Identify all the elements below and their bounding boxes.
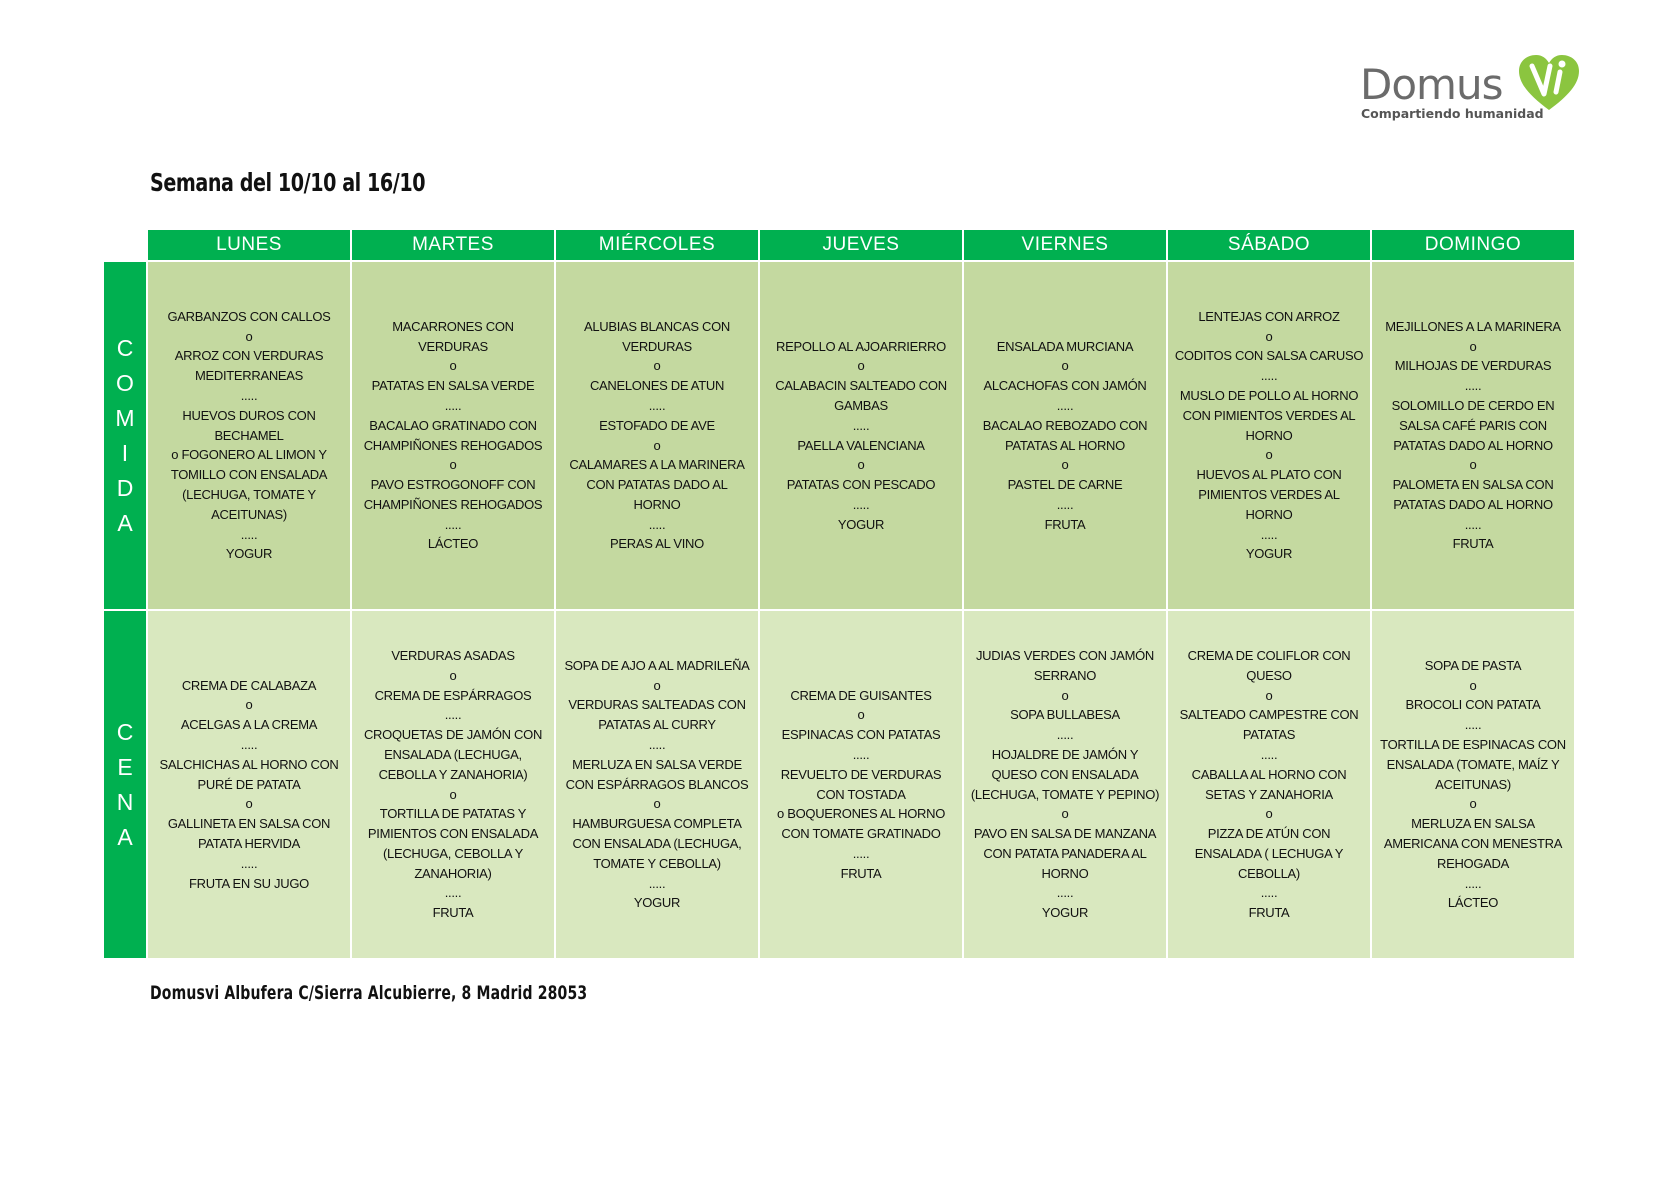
menu-line: PAVO ESTROGONOFF CON CHAMPIÑONES REHOGADOS xyxy=(363,477,543,512)
menu-line: o xyxy=(857,707,865,723)
footer-address: Domusvi Albufera C/Sierra Alcubierre, 8 Madrid 28053 xyxy=(150,982,588,1004)
meal-label-letter: A xyxy=(117,823,133,850)
menu-cell xyxy=(964,611,1166,958)
menu-cell xyxy=(352,611,554,958)
menu-line: ..... xyxy=(852,417,870,433)
menu-line: HOJALDRE DE JAMÓN Y QUESO CON ENSALADA (LECHUGA, TOMATE Y PEPINO) xyxy=(970,746,1160,802)
menu-line: LÁCTEO xyxy=(427,536,479,552)
menu-line: ..... xyxy=(240,737,258,752)
menu-line: SOPA BULLABESA xyxy=(1010,707,1120,723)
menu-line: ALCACHOFAS CON JAMÓN xyxy=(983,378,1147,394)
heart-vi-icon xyxy=(1516,52,1582,114)
menu-line: o xyxy=(1061,358,1069,374)
meal-label-letter: M xyxy=(115,404,135,431)
menu-line: MUSLO DE POLLO AL HORNO CON PIMIENTOS VERDES AL HORNO xyxy=(1179,388,1359,443)
menu-cell xyxy=(760,262,962,609)
menu-line: ..... xyxy=(444,885,462,901)
menu-line: REVUELTO DE VERDURAS CON TOSTADA xyxy=(780,766,942,802)
day-header: MARTES xyxy=(352,230,554,260)
meal-label-letter: A xyxy=(117,509,133,536)
menu-line: ..... xyxy=(1056,885,1074,901)
menu-line: LENTEJAS CON ARROZ xyxy=(1198,308,1340,324)
menu-line: o xyxy=(1265,687,1273,703)
menu-line: ..... xyxy=(444,397,462,413)
menu-line: o xyxy=(245,328,253,344)
menu-line: ..... xyxy=(1464,516,1482,532)
menu-cell xyxy=(556,611,758,958)
menu-line: FRUTA EN SU JUGO xyxy=(189,875,309,891)
meal-label-letter: E xyxy=(117,753,133,780)
menu-line: MEJILLONES A LA MARINERA xyxy=(1385,318,1561,334)
menu-line: o xyxy=(1265,328,1273,344)
menu-cell xyxy=(148,262,350,609)
menu-line: o xyxy=(653,677,661,693)
menu-cell xyxy=(964,262,1166,609)
menu-line: ..... xyxy=(1056,397,1074,413)
menu-line: ..... xyxy=(852,845,870,861)
menu-line: PAVO EN SALSA DE MANZANA CON PATATA PANADERA AL HORNO xyxy=(973,826,1157,881)
menu-line: FRUTA xyxy=(840,865,882,881)
menu-line: SALTEADO CAMPESTRE CON PATATAS xyxy=(1179,707,1359,743)
menu-line: HAMBURGUESA COMPLETA CON ENSALADA (LECHUGA, TOMATE Y CEBOLLA) xyxy=(572,816,742,871)
menu-line: o xyxy=(1265,806,1273,822)
menu-line: ALUBIAS BLANCAS CON VERDURAS xyxy=(583,318,730,354)
menu-line: ..... xyxy=(1464,875,1482,891)
menu-line: CREMA DE COLIFLOR CON QUESO xyxy=(1187,647,1351,683)
menu-line: PATATAS CON PESCADO xyxy=(786,477,936,493)
menu-line: MERLUZA EN SALSA AMERICANA CON MENESTRA REHOGADA xyxy=(1383,816,1563,871)
logo-wordmark: Domus xyxy=(1360,60,1503,109)
week-title: Semana del 10/10 al 16/10 xyxy=(150,168,426,197)
weekly-menu-table xyxy=(104,230,1574,958)
menu-line: o xyxy=(245,697,253,713)
table-corner xyxy=(104,230,146,260)
menu-line: ..... xyxy=(852,496,870,512)
menu-line: o xyxy=(653,358,661,374)
menu-line: YOGUR xyxy=(225,546,273,562)
menu-line: ..... xyxy=(648,875,666,891)
menu-line: HUEVOS DUROS CON BECHAMEL xyxy=(182,407,316,443)
day-header: JUEVES xyxy=(760,230,962,260)
menu-line: PALOMETA EN SALSA CON PATATAS DADO AL HORNO xyxy=(1392,477,1554,512)
menu-line: o xyxy=(653,796,661,812)
menu-line: ESPINACAS CON PATATAS xyxy=(781,727,941,743)
menu-line: YOGUR xyxy=(633,895,681,911)
menu-line: HUEVOS AL PLATO CON PIMIENTOS VERDES AL HORNO xyxy=(1196,467,1342,522)
menu-line: o xyxy=(449,457,457,473)
menu-line: o xyxy=(1469,338,1477,354)
menu-line: o xyxy=(1061,457,1069,473)
menu-cell xyxy=(1372,262,1574,609)
menu-cell xyxy=(148,611,350,958)
menu-line: ACELGAS A LA CREMA xyxy=(180,717,318,733)
menu-line: ..... xyxy=(1056,496,1074,512)
menu-line: ..... xyxy=(1056,727,1074,743)
menu-line: TORTILLA DE ESPINACAS CON ENSALADA (TOMATE, MAÍZ Y ACEITUNAS) xyxy=(1380,737,1566,792)
menu-line: ..... xyxy=(240,526,258,542)
menu-line: VERDURAS ASADAS xyxy=(391,647,515,663)
menu-line: ..... xyxy=(1464,717,1482,733)
menu-line: o xyxy=(449,786,457,802)
menu-line: o xyxy=(1469,677,1477,693)
menu-line: ..... xyxy=(852,746,870,762)
menu-line: ..... xyxy=(1260,526,1278,542)
day-header: LUNES xyxy=(148,230,350,260)
menu-line: MILHOJAS DE VERDURAS xyxy=(1394,358,1552,374)
menu-line: o xyxy=(1061,806,1069,822)
menu-line: PERAS AL VINO xyxy=(610,536,704,552)
domusvi-logo xyxy=(1360,50,1600,130)
menu-line: o xyxy=(449,667,457,683)
menu-line: BACALAO REBOZADO CON PATATAS AL HORNO xyxy=(982,417,1148,453)
menu-cell xyxy=(1372,611,1574,958)
logo-tagline: Compartiendo humanidad xyxy=(1361,106,1544,121)
menu-line: ..... xyxy=(1260,746,1278,762)
menu-line: FRUTA xyxy=(1452,536,1494,552)
menu-line: CREMA DE ESPÁRRAGOS xyxy=(374,687,532,703)
menu-line: CANELONES DE ATUN xyxy=(589,378,725,394)
menu-line: o BOQUERONES AL HORNO CON TOMATE GRATINADO xyxy=(776,806,946,842)
menu-line: FRUTA xyxy=(1044,516,1086,532)
menu-line: SOPA DE AJO A AL MADRILEÑA xyxy=(564,657,750,673)
meal-label-comida xyxy=(104,262,146,609)
menu-line: YOGUR xyxy=(837,516,885,532)
menu-line: ENSALADA MURCIANA xyxy=(996,338,1134,354)
meal-label-letter: O xyxy=(116,369,134,396)
menu-line: o xyxy=(653,437,661,453)
menu-line: CODITOS CON SALSA CARUSO xyxy=(1174,348,1364,364)
day-header: SÁBADO xyxy=(1168,230,1370,260)
menu-line: ..... xyxy=(240,855,258,871)
menu-line: o xyxy=(1469,457,1477,473)
menu-line: BACALAO GRATINADO CON CHAMPIÑONES REHOGADOS xyxy=(363,417,543,453)
menu-line: o FOGONERO AL LIMON Y TOMILLO CON ENSALADA (LECHUGA, TOMATE Y ACEITUNAS) xyxy=(170,447,328,522)
menu-line: FRUTA xyxy=(1248,905,1290,921)
menu-line: ..... xyxy=(444,707,462,723)
menu-cell xyxy=(1168,611,1370,958)
menu-line: ..... xyxy=(240,388,258,403)
menu-line: SOPA DE PASTA xyxy=(1424,657,1522,673)
menu-line: VERDURAS SALTEADAS CON PATATAS AL CURRY xyxy=(568,697,746,733)
meal-label-letter: I xyxy=(121,439,129,466)
menu-line: SALCHICHAS AL HORNO CON PURÉ DE PATATA xyxy=(159,756,339,792)
menu-line: REPOLLO AL AJOARRIERRO xyxy=(776,338,946,354)
meal-label-letter: C xyxy=(116,718,134,745)
menu-line: YOGUR xyxy=(1041,905,1089,921)
menu-cell xyxy=(760,611,962,958)
menu-line: TORTILLA DE PATATAS Y PIMIENTOS CON ENSALADA (LECHUGA, CEBOLLA Y ZANAHORIA) xyxy=(367,806,539,881)
menu-line: BROCOLI CON PATATA xyxy=(1405,697,1541,713)
meal-label-letter: N xyxy=(116,788,134,815)
menu-line: CALAMARES A LA MARINERA CON PATATAS DADO AL HORNO xyxy=(569,457,745,512)
menu-line: CREMA DE CALABAZA xyxy=(181,677,317,693)
menu-line: CABALLA AL HORNO CON SETAS Y ZANAHORIA xyxy=(1191,766,1347,802)
menu-line: o xyxy=(857,457,865,473)
menu-line: o xyxy=(1469,796,1477,812)
menu-line: ..... xyxy=(648,516,666,532)
menu-line: ARROZ CON VERDURAS MEDITERRANEAS xyxy=(174,348,324,384)
menu-cell xyxy=(556,262,758,609)
day-header: DOMINGO xyxy=(1372,230,1574,260)
menu-line: LÁCTEO xyxy=(1447,895,1499,911)
menu-line: MACARRONES CON VERDURAS xyxy=(392,318,514,354)
menu-line: ..... xyxy=(648,737,666,752)
meal-label-cena xyxy=(104,611,146,958)
menu-line: JUDIAS VERDES CON JAMÓN SERRANO xyxy=(975,647,1154,683)
meal-label-letter: D xyxy=(116,474,134,501)
day-header: VIERNES xyxy=(964,230,1166,260)
menu-line: CROQUETAS DE JAMÓN CON ENSALADA (LECHUGA, CEBOLLA Y ZANAHORIA) xyxy=(363,727,543,782)
menu-line: CREMA DE GUISANTES xyxy=(790,687,932,703)
menu-cell xyxy=(352,262,554,609)
menu-line: MERLUZA EN SALSA VERDE CON ESPÁRRAGOS BLANCOS xyxy=(565,756,749,792)
menu-line: ..... xyxy=(444,516,462,532)
menu-line: ESTOFADO DE AVE xyxy=(599,417,715,433)
menu-line: GARBANZOS CON CALLOS xyxy=(167,308,331,324)
menu-line: ..... xyxy=(1464,378,1482,394)
menu-line: GALLINETA EN SALSA CON PATATA HERVIDA xyxy=(167,816,331,851)
menu-line: o xyxy=(857,358,865,374)
menu-line: o xyxy=(1265,447,1273,463)
menu-line: ..... xyxy=(1260,885,1278,901)
menu-line: o xyxy=(245,796,253,812)
menu-line: PASTEL DE CARNE xyxy=(1007,477,1123,493)
menu-line: o xyxy=(449,358,457,374)
menu-cell xyxy=(1168,262,1370,609)
menu-line: PIZZA DE ATÚN CON ENSALADA ( LECHUGA Y CEBOLLA) xyxy=(1194,826,1344,881)
day-header: MIÉRCOLES xyxy=(556,230,758,260)
menu-line: YOGUR xyxy=(1245,546,1293,562)
menu-line: FRUTA xyxy=(432,905,474,921)
meal-label-letter: C xyxy=(116,334,134,361)
menu-line: PAELLA VALENCIANA xyxy=(797,437,925,453)
menu-line: ..... xyxy=(1260,368,1278,384)
menu-line: PATATAS EN SALSA VERDE xyxy=(371,378,535,394)
menu-line: ..... xyxy=(648,397,666,413)
menu-line: o xyxy=(1061,687,1069,703)
menu-line: SOLOMILLO DE CERDO EN SALSA CAFÉ PARIS CON PATATAS DADO AL HORNO xyxy=(1391,397,1555,453)
menu-line: CALABACIN SALTEADO CON GAMBAS xyxy=(775,378,947,413)
